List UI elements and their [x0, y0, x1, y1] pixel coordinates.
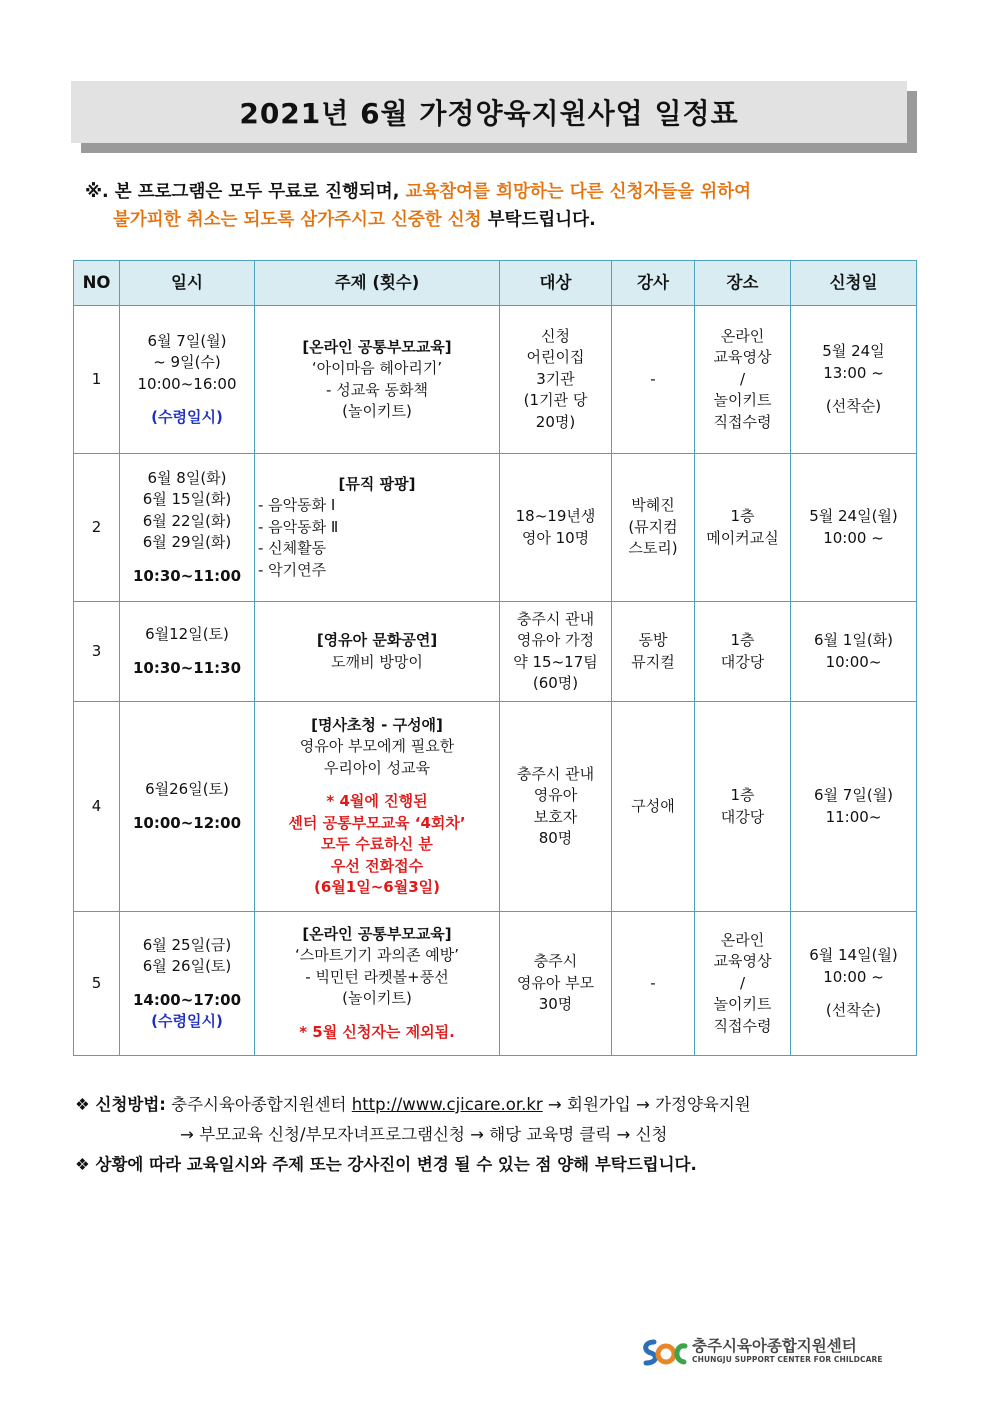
place-line: 직접수령 [713, 1016, 772, 1035]
header-topic: 주제 (횟수) [255, 261, 500, 306]
date-line: 6월 7일(월) [147, 331, 227, 350]
instructor-line: 뮤지컬 [631, 652, 675, 671]
free-program-notice [85, 178, 751, 234]
row-apply-date [791, 454, 917, 602]
apply-line: 10:00 ~ [823, 528, 884, 547]
table-row [74, 602, 917, 702]
row-place [695, 602, 791, 702]
center-logo-english: CHUNGJU SUPPORT CENTER FOR CHILDCARE [692, 1355, 883, 1364]
row-apply-date [791, 306, 917, 454]
date-line: 6월 29일(화) [142, 533, 232, 552]
row-place [695, 702, 791, 912]
target-line: 영유아 [533, 786, 578, 804]
notice-line-1 [85, 178, 751, 206]
topic-line: ‘스마트기기 과의존 예방’ [295, 946, 459, 965]
apply-line: 6월 14일(월) [809, 946, 898, 965]
date-time: 14:00~17:00 [132, 990, 242, 1009]
topic-warning: 모두 수료하신 분 [321, 835, 433, 853]
topic-line: 우리아이 성교육 [323, 758, 431, 777]
row-date [120, 912, 255, 1056]
target-line: 충주시 관내 [516, 764, 595, 783]
place-line: 1층 [730, 786, 755, 804]
header-target: 대상 [500, 261, 612, 306]
row-target [500, 306, 612, 454]
header-apply-date: 신청일 [791, 261, 917, 306]
apply-line: 10:00~ [825, 652, 882, 671]
topic-title: [영유아 문화공연] [316, 631, 438, 649]
application-info [75, 1090, 751, 1180]
row-date [120, 702, 255, 912]
apply-method-label: ❖ 신청방법: [75, 1095, 166, 1114]
place-line: 교육영상 [713, 348, 772, 367]
instructor-line: 스토리) [628, 539, 678, 558]
place-line: 1층 [730, 631, 755, 649]
apply-method-steps-2: → 부모교육 신청/부모자녀프로그램신청 → 해당 교육명 클릭 → 신청 [180, 1125, 668, 1144]
row-no: 5 [74, 912, 120, 1056]
target-line: 어린이집 [526, 348, 585, 367]
row-topic [255, 912, 500, 1056]
center-logo [640, 1334, 883, 1370]
instructor-line: 박혜진 [631, 496, 675, 515]
apply-line: 10:00 ~ [823, 967, 884, 986]
notice-text: 부탁드립니다. [481, 210, 596, 230]
target-line: 충주시 관내 [516, 609, 595, 628]
header-instructor: 강사 [612, 261, 695, 306]
topic-title: [뮤직 팡팡] [338, 474, 416, 493]
target-line: 20명) [535, 412, 576, 431]
row-target [500, 702, 612, 912]
header-date: 일시 [120, 261, 255, 306]
place-line: 대강당 [720, 652, 765, 671]
row-apply-date [791, 912, 917, 1056]
row-apply-date [791, 602, 917, 702]
date-line: 6월 8일(화) [147, 468, 227, 487]
center-logo-icon [640, 1336, 688, 1368]
place-line: / [739, 973, 746, 992]
target-line: 영아 10명 [521, 528, 590, 547]
date-line: ~ 9일(수) [153, 353, 221, 371]
place-line: 놀이키트 [713, 391, 772, 410]
row-no: 1 [74, 306, 120, 454]
topic-line: - 성교육 동화책 [326, 380, 428, 399]
topic-line: (놀이키트) [342, 402, 412, 420]
topic-warning: 우선 전화접수 [330, 856, 424, 875]
topic-item: - 음악동화 Ⅰ [258, 496, 336, 515]
header-no: NO [74, 261, 120, 306]
place-line: 대강당 [720, 807, 765, 826]
center-logo-name: 충주시육아종합지원센터 [692, 1337, 857, 1355]
notice-line-2 [85, 206, 751, 234]
row-place [695, 306, 791, 454]
notice-text: ※. 본 프로그램은 모두 무료로 진행되며, [85, 182, 406, 202]
row-topic [255, 454, 500, 602]
apply-line: 13:00 ~ [823, 363, 884, 382]
apply-line: (선착순) [825, 1001, 882, 1020]
date-note: (수령일시) [151, 1012, 223, 1030]
topic-line: ‘아이마음 헤아리기’ [311, 359, 443, 377]
topic-title: [온라인 공통부모교육] [302, 337, 452, 356]
target-line: (1기관 당 [523, 391, 588, 410]
topic-warning: * 5월 신청자는 제외됨. [299, 1022, 455, 1041]
date-time: 10:30~11:30 [132, 658, 242, 677]
date-time: 10:30~11:00 [132, 566, 242, 585]
topic-warning: * 4월에 진행된 [326, 792, 428, 810]
notice-highlight: 불가피한 취소는 되도록 삼가주시고 신중한 신청 [113, 210, 482, 230]
place-line: 온라인 [720, 326, 765, 345]
instructor-line: 동방 [638, 631, 668, 649]
apply-line: 11:00~ [825, 807, 882, 826]
row-no: 3 [74, 602, 120, 702]
topic-item: - 악기연주 [258, 560, 327, 579]
row-place [695, 912, 791, 1056]
header-place: 장소 [695, 261, 791, 306]
date-line: 6월 15일(화) [142, 490, 232, 509]
title-banner [71, 81, 907, 143]
apply-method-line [75, 1090, 751, 1120]
apply-method-text: 충주시육아종합지원센터 [165, 1095, 352, 1114]
target-line: 충주시 [533, 952, 578, 971]
row-apply-date [791, 702, 917, 912]
row-date [120, 306, 255, 454]
topic-title: [온라인 공통부모교육] [302, 924, 452, 943]
place-line: 놀이키트 [713, 995, 772, 1014]
target-line: 영유아 부모 [516, 973, 595, 992]
change-notice: ❖ 상황에 따라 교육일시와 주제 또는 강사진이 변경 될 수 있는 점 양해 부탁드립니다. [75, 1155, 697, 1174]
date-line: 6월 26일(토) [142, 957, 232, 975]
row-instructor: 구성애 [612, 702, 695, 912]
target-line: 3기관 [536, 369, 575, 388]
table-row [74, 306, 917, 454]
table-row [74, 912, 917, 1056]
row-topic [255, 702, 500, 912]
apply-line: 6월 7일(월) [813, 786, 894, 804]
topic-title: [명사초청 - 구성애] [311, 715, 443, 734]
date-line: 6월 22일(화) [142, 511, 232, 530]
date-line: 6월26일(토) [145, 780, 229, 798]
schedule-table [73, 260, 917, 1056]
row-instructor: - [612, 912, 695, 1056]
table-header-row [74, 261, 917, 306]
row-no: 4 [74, 702, 120, 912]
topic-item: - 음악동화 Ⅱ [258, 517, 339, 536]
date-line: 6월 25일(금) [142, 935, 232, 954]
table-row [74, 454, 917, 602]
instructor-line: (뮤지컴 [628, 517, 678, 536]
target-line: 30명 [538, 995, 573, 1014]
topic-line: 영유아 부모에게 필요한 [299, 737, 455, 755]
topic-item: - 신체활동 [258, 539, 327, 558]
row-instructor: - [612, 306, 695, 454]
target-line: 약 15~17팀 [513, 652, 598, 671]
date-time: 10:00~12:00 [132, 813, 242, 832]
place-line: / [739, 369, 746, 388]
place-line: 온라인 [720, 930, 765, 949]
row-no: 2 [74, 454, 120, 602]
row-place [695, 454, 791, 602]
row-instructor [612, 454, 695, 602]
topic-warning: (6월1일~6월3일) [314, 878, 440, 896]
row-date [120, 602, 255, 702]
apply-method-steps: → 회원가입 → 가정양육지원 [542, 1095, 751, 1114]
website-link[interactable]: http://www.cjicare.or.kr [351, 1095, 543, 1114]
place-line: 메이커교실 [706, 528, 779, 547]
row-topic [255, 306, 500, 454]
page-title: 2021년 6월 가정양육지원사업 일정표 [71, 81, 907, 143]
target-line: 80명 [538, 829, 573, 847]
place-line: 직접수령 [713, 412, 772, 431]
place-line: 1층 [730, 507, 755, 525]
table-row [74, 702, 917, 912]
row-target [500, 912, 612, 1056]
date-note: (수령일시) [151, 408, 223, 426]
notice-highlight: 교육참여를 희망하는 다른 신청자들을 위하여 [405, 182, 752, 202]
apply-line: 6월 1일(화) [813, 631, 894, 649]
apply-line: 5월 24일(월) [809, 507, 898, 525]
target-line: 18~19년생 [515, 507, 596, 525]
row-date [120, 454, 255, 602]
target-line: 신청 [541, 326, 570, 345]
row-topic [255, 602, 500, 702]
apply-line: (선착순) [825, 397, 882, 416]
date-line: 6월12일(토) [145, 625, 229, 643]
row-instructor [612, 602, 695, 702]
apply-line: 5월 24일 [822, 342, 885, 361]
place-line: 교육영상 [713, 952, 772, 971]
target-line: (60명) [532, 674, 579, 692]
target-line: 보호자 [533, 807, 578, 826]
topic-line: 도깨비 방망이 [331, 652, 423, 671]
date-line: 10:00~16:00 [137, 374, 237, 393]
row-target [500, 602, 612, 702]
row-target [500, 454, 612, 602]
target-line: 영유아 가정 [516, 631, 595, 649]
topic-line: - 빅민턴 라켓볼+풍선 [305, 967, 449, 986]
topic-warning: 센터 공통부모교육 ‘4회차’ [288, 813, 466, 832]
topic-line: (놀이키트) [342, 989, 412, 1008]
